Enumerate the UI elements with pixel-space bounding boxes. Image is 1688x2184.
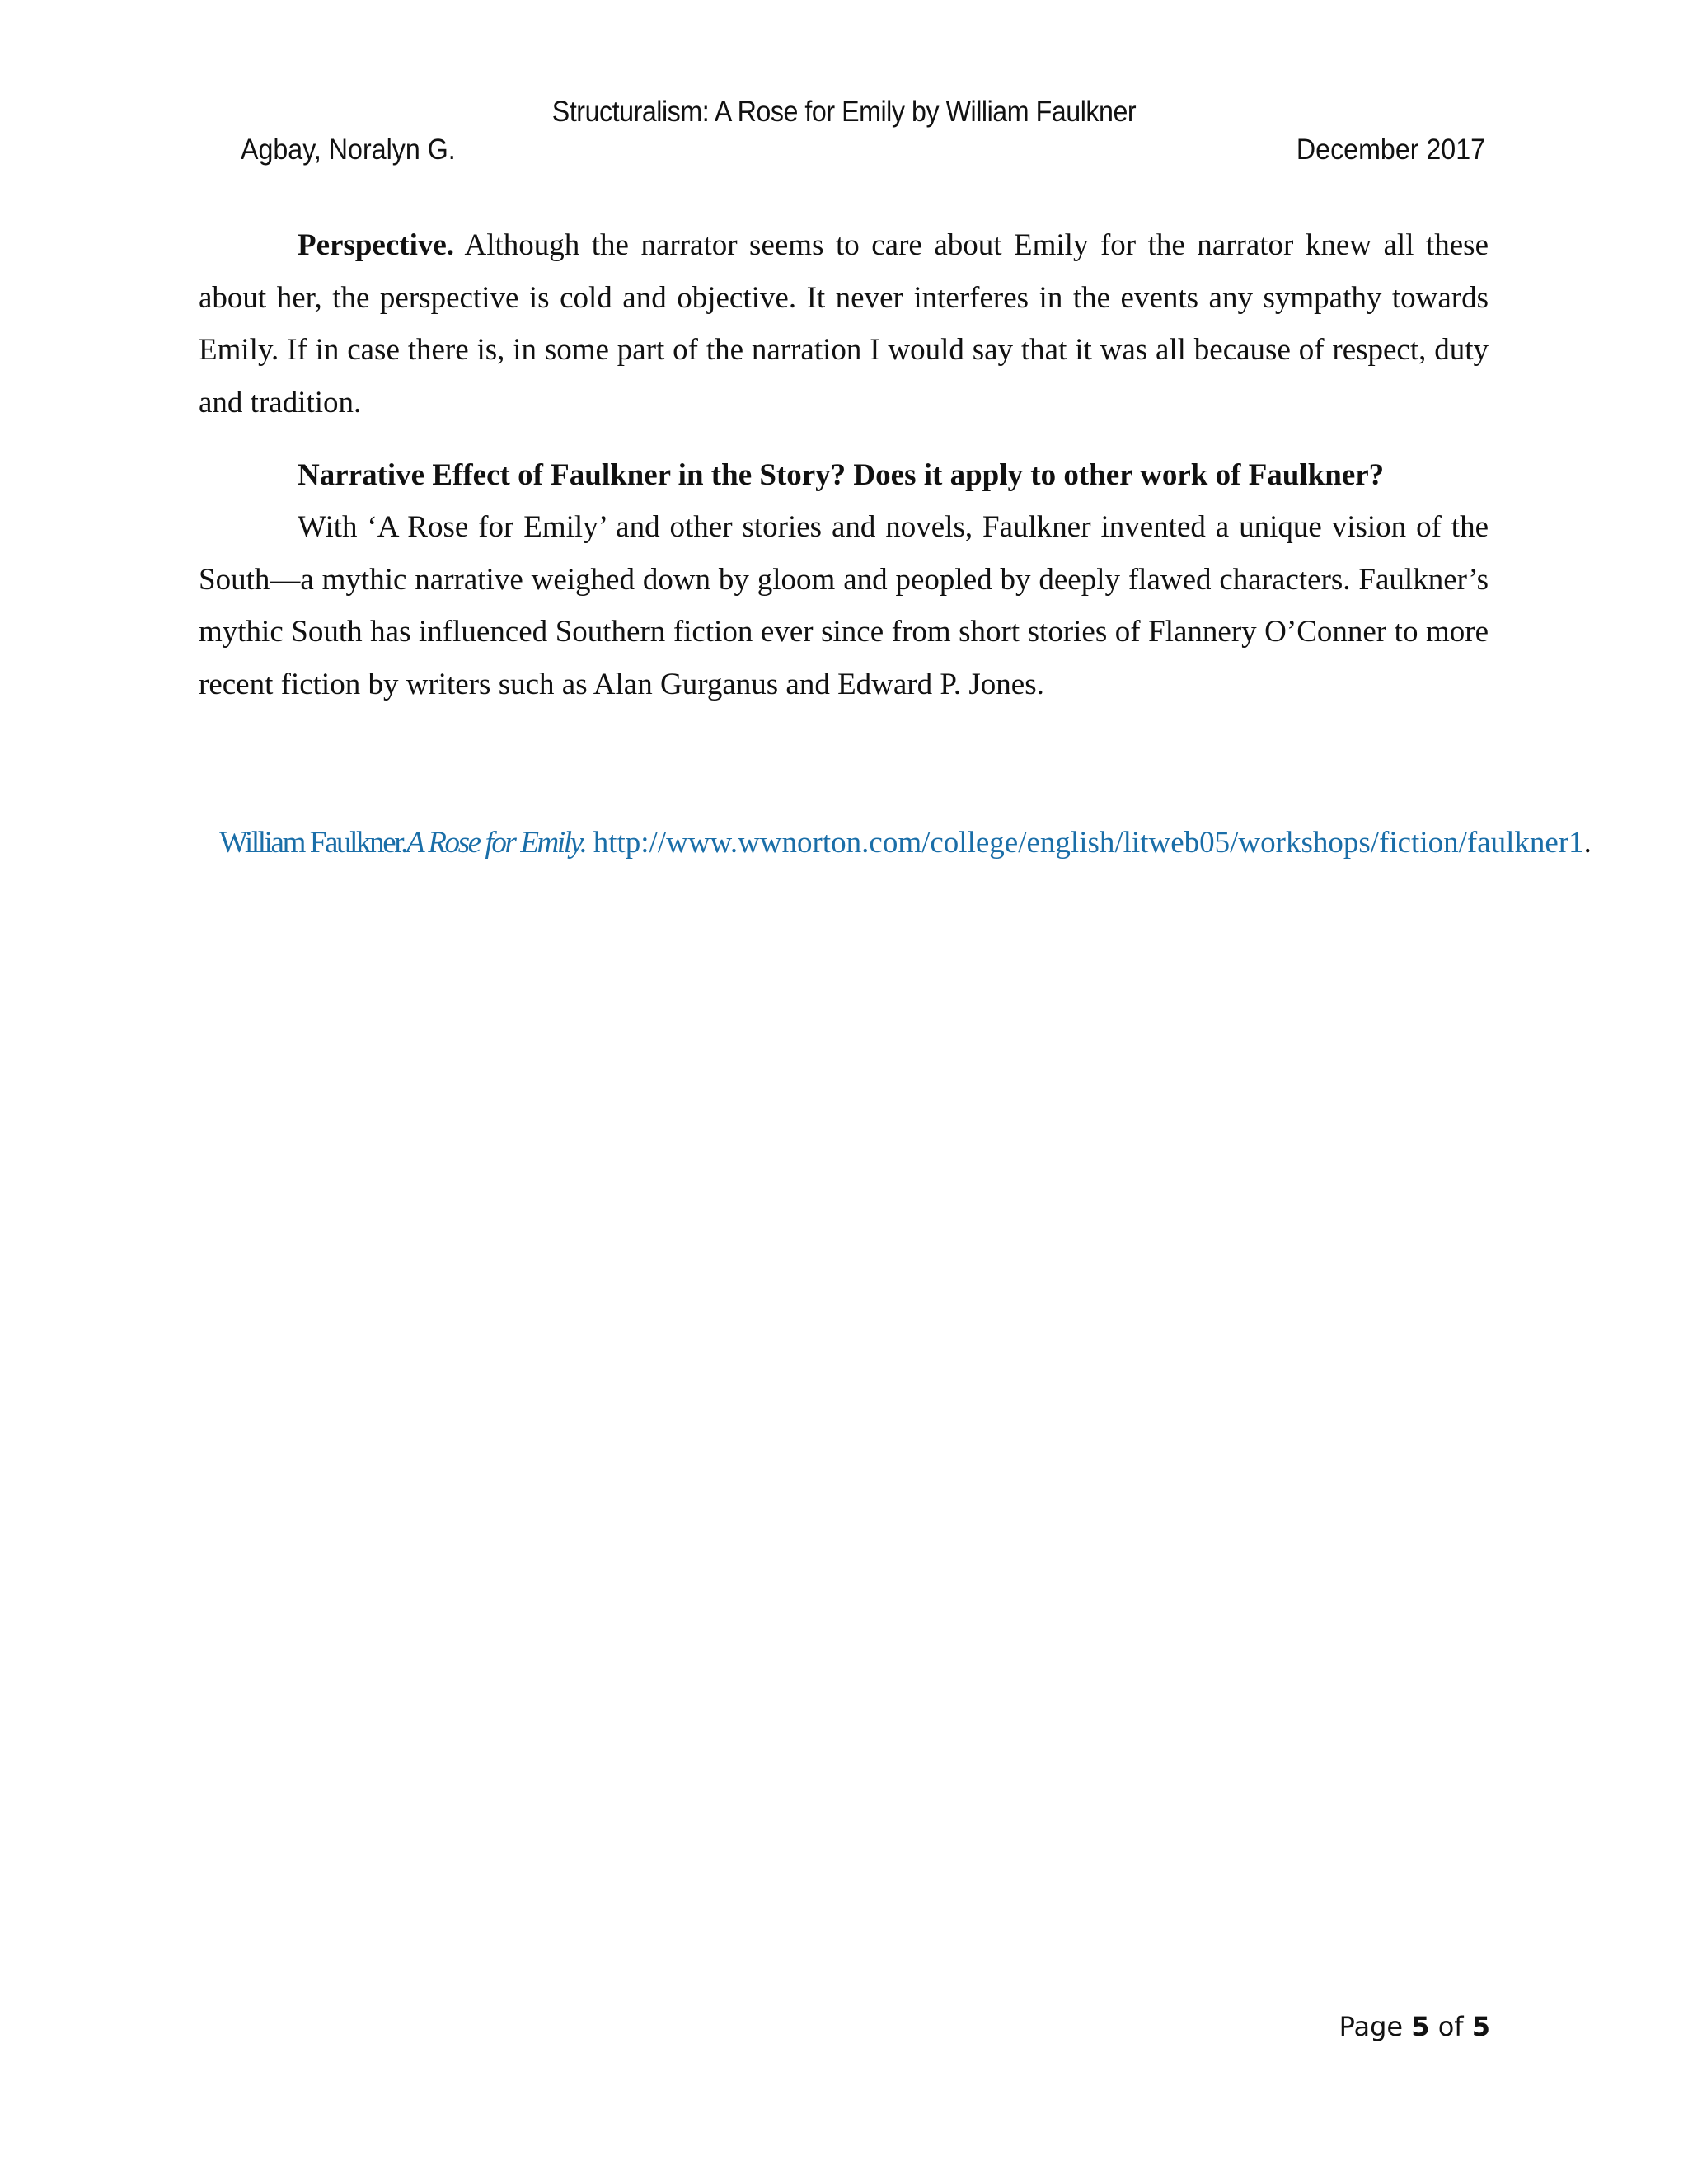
narrative-effect-heading: Narrative Effect of Faulkner in the Story? Does it apply to other work of Faulkner? [298,458,1385,492]
page-number [1339,2011,1490,2042]
page-of: of [1429,2011,1472,2042]
header-date: December 2017 [1296,134,1485,166]
citation-title: A Rose for Emily. [406,826,586,860]
header-author: Agbay, Noralyn G. [241,134,456,166]
citation-author: William Faulkner. [219,826,406,860]
total-pages: 5 [1471,2011,1490,2042]
narrative-effect-paragraph [199,501,1489,710]
current-page: 5 [1411,2011,1430,2042]
perspective-heading: Perspective. [298,228,455,262]
header-title: Structuralism: A Rose for Emily by William Faulkner [551,96,1137,128]
page-prefix: Page [1339,2011,1412,2042]
narrative-effect-text: With ‘A Rose for Emily’ and other stories and novels, Faulkner invented a unique vision of the South—a mythic narrative weighed down by gloom and peopled by deeply flawed characters. Faulkner’s mythic South has influenced Southern fiction ever since from short stories of Flannery O’Conner to more recent fiction by writers such as Alan Gurganus and Edward P. Jones. [199,510,1489,701]
perspective-text: Although the narrator seems to care about Emily for the narrator knew all these about her, the perspective is cold and objective. It never interferes in the events any sympathy towards Emily. If in case there is, in some part of the narration I would say that it was all because of respect, duty and tradition. [199,228,1489,419]
citation [219,820,1592,866]
perspective-paragraph [199,219,1489,429]
citation-end: . [1583,826,1592,860]
citation-url-link[interactable]: http://www.wwnorton.com/college/english/litweb05/workshops/fiction/faulkner1 [593,826,1584,860]
